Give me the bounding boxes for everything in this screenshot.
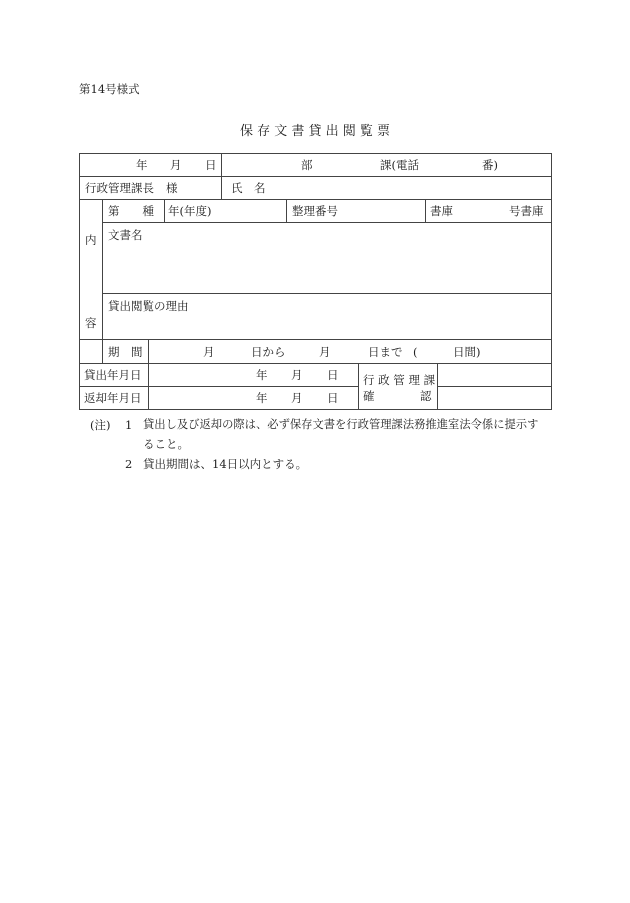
form-number: 第14号様式 xyxy=(79,82,140,96)
return-date-label: 返却年月日 xyxy=(84,391,142,405)
date-year-label: 年 xyxy=(136,158,148,172)
lend-month: 月 xyxy=(291,368,303,382)
date-day-label: 日 xyxy=(205,158,217,172)
year-label: 年(年度) xyxy=(168,204,212,218)
document-name-label: 文書名 xyxy=(108,228,143,242)
phone-number-label: 番) xyxy=(482,158,498,172)
note-1-text: 貸出し及び返却の際は、必ず保存文書を行政管理課法務推進室法令係に提示す xyxy=(143,418,539,431)
library-label: 書庫 xyxy=(430,204,453,218)
note-1-number: 1 xyxy=(125,418,133,432)
return-year: 年 xyxy=(256,391,268,405)
reason-label: 貸出閲覧の理由 xyxy=(108,299,189,313)
period-until: 日まで xyxy=(368,345,403,359)
note-2-number: 2 xyxy=(125,457,133,471)
return-month: 月 xyxy=(291,391,303,405)
name-label: 氏 名 xyxy=(231,181,266,195)
lend-day: 日 xyxy=(327,368,339,382)
form-title: 保 存 文 書 貸 出 閲 覧 票 xyxy=(239,124,391,139)
period-paren-open: ( xyxy=(413,345,418,359)
period-label: 期 間 xyxy=(108,345,143,359)
return-day: 日 xyxy=(327,391,339,405)
period-month1: 月 xyxy=(203,345,215,359)
lend-year: 年 xyxy=(256,368,268,382)
period-from: 日から xyxy=(251,345,286,359)
addressee-label: 行政管理課長 xyxy=(85,181,154,195)
library-number-label: 号書庫 xyxy=(509,204,544,218)
confirm-label-kaku: 確 xyxy=(363,389,375,403)
confirm-label-line1: 行 政 管 理 課 xyxy=(363,373,436,387)
lend-date-label: 貸出年月日 xyxy=(84,368,142,382)
period-days: 日間) xyxy=(453,345,481,359)
note-1-continuation: ること。 xyxy=(143,437,189,451)
honorific-label: 様 xyxy=(166,181,178,195)
note-2-text: 貸出期間は、14日以内とする。 xyxy=(143,457,308,471)
period-month2: 月 xyxy=(319,345,331,359)
notes-prefix: (注) xyxy=(90,418,111,432)
category-label: 第 種 xyxy=(108,204,154,218)
seiri-number-label: 整理番号 xyxy=(292,204,338,218)
content-side-label-bottom: 容 xyxy=(85,316,97,330)
section-phone-label: 課(電話 xyxy=(380,158,419,172)
date-month-label: 月 xyxy=(170,158,182,172)
confirm-label-nin: 認 xyxy=(420,389,432,403)
department-label: 部 xyxy=(301,158,313,172)
content-side-label-top: 内 xyxy=(85,233,97,247)
